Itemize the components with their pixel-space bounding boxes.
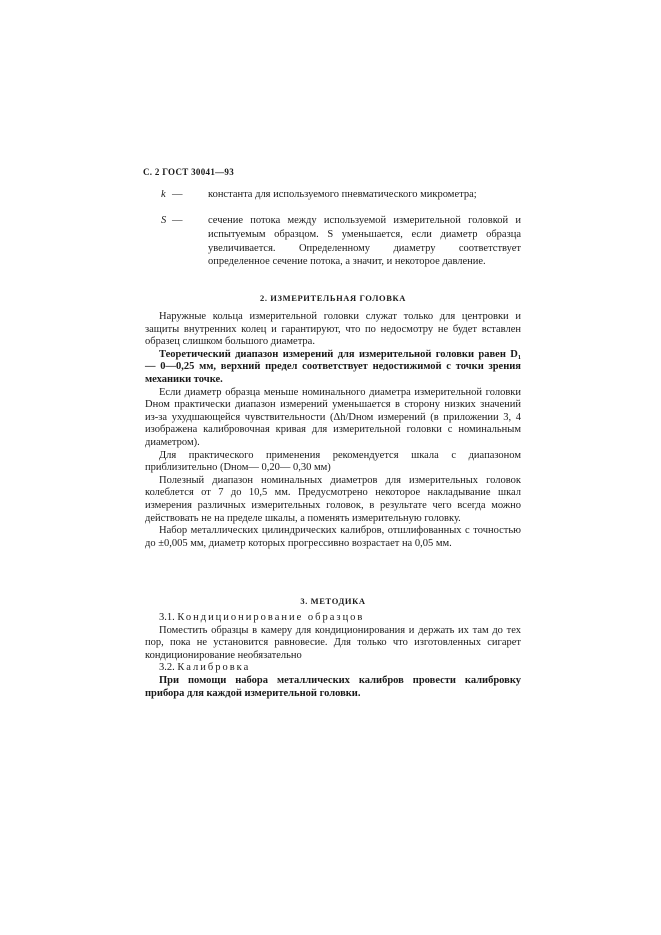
subsection-number: 3.1.: [159, 612, 175, 623]
paragraph: Если диаметр образца меньше номинального диаметра измерительной головки Dном практически диапазон измерений уменьшается в сторону низких значений из-за ухудшающейся чувствительности (Δh/Dном измерений (в приложении 3, 4 изображена калибровочная кривая для измерительной головки с номинальным диаметром).: [145, 386, 521, 448]
paragraph: При помощи набора металлических калибров провести калибровку прибора для каждой измерительной головки.: [145, 674, 521, 699]
section-3-title: 3. МЕТОДИКА: [300, 596, 366, 606]
subsection-heading: [145, 662, 521, 675]
section-3-body: [145, 612, 521, 700]
subsection-number: 3.2.: [159, 662, 175, 674]
paragraph: Теоретический диапазон измерений для измерительной головки равен D₁ — 0—0,25 мм, верхний предел соответствует недостижимой с точки зрения механики точке.: [145, 348, 521, 385]
paragraph: Набор металлических цилиндрических калибров, отшлифованных с точностью до ±0,005 мм, диаметр которых прогрессивно возрастает на 0,05 мм.: [145, 525, 521, 549]
paragraph: Наружные кольца измерительной головки служат только для центровки и защиты внутренних колец и гарантируют, что по недосмотру не будет вставлен образец слишком большого диаметра.: [145, 311, 521, 348]
definition-symbol: S: [161, 215, 167, 226]
page-header: С. 2 ГОСТ 30041—93: [143, 167, 235, 177]
definition-k: [145, 188, 521, 202]
definition-dash: —: [172, 189, 183, 200]
section-2-title: 2. ИЗМЕРИТЕЛЬНАЯ ГОЛОВКА: [260, 293, 406, 303]
definition-dash: —: [172, 215, 183, 226]
paragraph: Полезный диапазон номинальных диаметров для измерительных головок колеблется от 7 до 10,5 мм. Предусмотрено некоторое накладывание шкал измерения различных измерительных головок, в результате чего всегда можно действовать не на пределе шкалы, а поменять измерительную головку.: [145, 474, 521, 524]
subsection-heading: [145, 612, 521, 625]
definition-text: сечение потока между используемой измерительной головкой и испытуемым образцом. S уменьшается, если диаметр образца увеличивается. Определенному диаметру соответствует определенное сечение потока, а значит, и некоторое давление.: [208, 215, 521, 268]
definition-text: константа для используемого пневматического микрометра;: [208, 189, 477, 200]
paragraph: Поместить образцы в камеру для кондиционирования и держать их там до тех пор, пока не установится равновесие. Для только что изготовленных сигарет кондиционирование необязательно: [145, 624, 521, 661]
definition-s: [145, 214, 521, 269]
paragraph: Для практического применения рекомендуется шкала с диапазоном приблизительно (Dном— 0,20— 0,30 мм): [145, 449, 521, 474]
subsection-title: Кондиционирование образцов: [177, 612, 365, 623]
subsection-title: Калибровка: [177, 662, 251, 674]
definition-symbol: k: [161, 189, 166, 200]
section-2-body: [145, 311, 521, 550]
